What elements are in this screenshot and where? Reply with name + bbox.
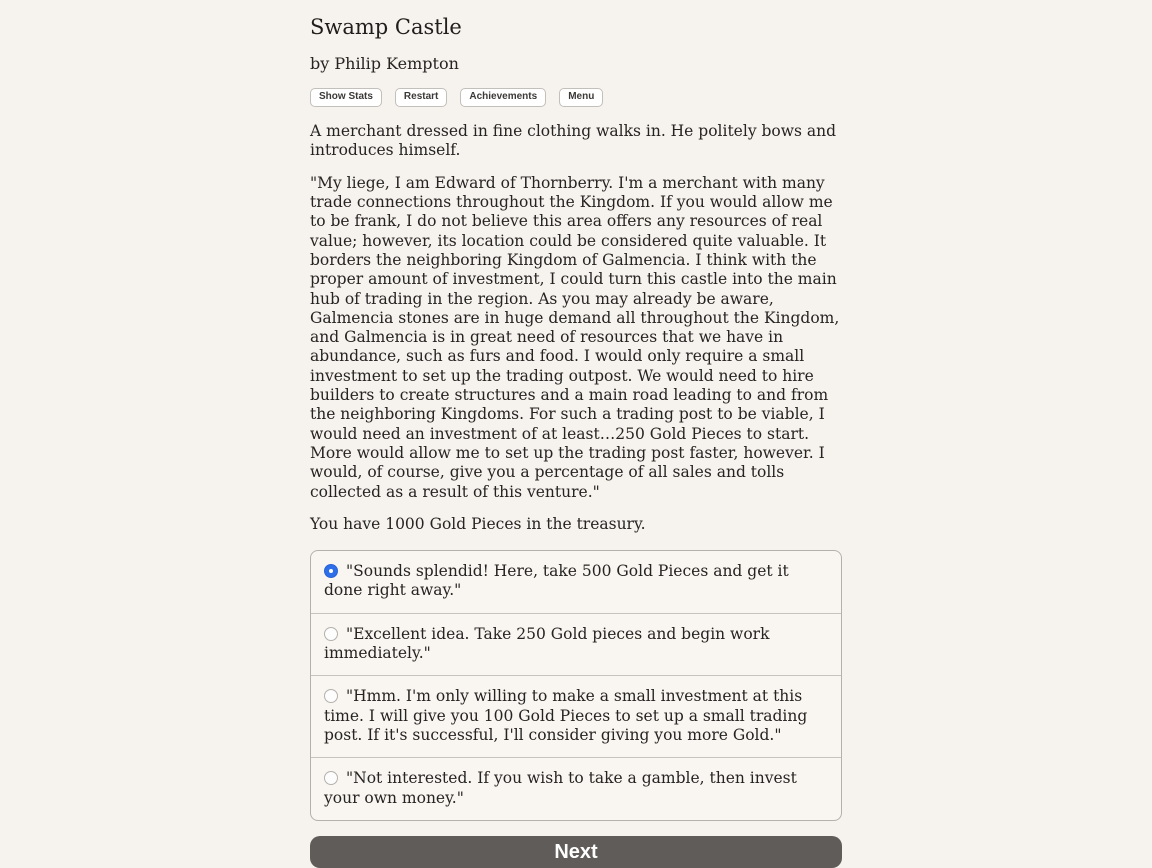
choice-option-2[interactable] <box>311 613 841 676</box>
next-button[interactable]: Next <box>310 836 842 868</box>
story-paragraph: A merchant dressed in fine clothing walks in. He politely bows and introduces himself. <box>310 122 837 160</box>
choice-option-1[interactable] <box>311 551 841 613</box>
choice-option-4[interactable] <box>311 757 841 820</box>
choice-label: "Hmm. I'm only willing to make a small investment at this time. I will give you 100 Gold Pieces to set up a small trading post. If it's successful, I'll consider giving you more Gold." <box>324 687 808 744</box>
menu-button[interactable]: Menu <box>559 88 603 107</box>
radio-button-icon[interactable] <box>324 689 338 703</box>
choice-group <box>310 550 842 821</box>
story-paragraph: You have 1000 Gold Pieces in the treasury. <box>310 514 646 533</box>
radio-button-icon[interactable] <box>324 627 338 641</box>
choice-label: "Not interested. If you wish to take a gamble, then invest your own money." <box>324 769 797 807</box>
page-title: Swamp Castle <box>310 15 462 39</box>
story-paragraph: "My liege, I am Edward of Thornberry. I'm a merchant with many trade connections throughout the Kingdom. If you would allow me to be frank, I do not believe this area offers any resources of real value; however, its location could be considered quite valuable. It borders the neighboring Kingdom of Galmencia. I think with the proper amount of investment, I could turn this castle into the main hub of trading in the region. As you may already be aware, Galmencia stones are in huge demand all throughout the Kingdom, and Galmencia is in great need of resources that we have in abundance, such as furs and food. I would only require a small investment to set up the trading outpost. We would need to hire builders to create structures and a main road leading to and from the neighboring Kingdoms. For such a trading post to be viable, I would need an investment of at least…250 Gold Pieces to start. More would allow me to set up the trading post faster, however. I would, of course, give you a percentage of all sales and tolls collected as a result of this venture." <box>310 173 840 501</box>
achievements-button[interactable]: Achievements <box>460 88 546 107</box>
choice-label: "Sounds splendid! Here, take 500 Gold Pieces and get it done right away." <box>324 562 789 600</box>
toolbar <box>310 88 842 107</box>
radio-button-icon[interactable] <box>324 771 338 785</box>
show-stats-button[interactable]: Show Stats <box>310 88 382 107</box>
restart-button[interactable]: Restart <box>395 88 447 107</box>
choice-label: "Excellent idea. Take 250 Gold pieces and begin work immediately." <box>324 624 770 663</box>
story-text <box>310 122 842 534</box>
author-byline: by Philip Kempton <box>310 54 459 74</box>
choice-option-3[interactable] <box>311 675 841 757</box>
radio-button-icon[interactable] <box>324 564 338 578</box>
game-content <box>310 0 842 868</box>
